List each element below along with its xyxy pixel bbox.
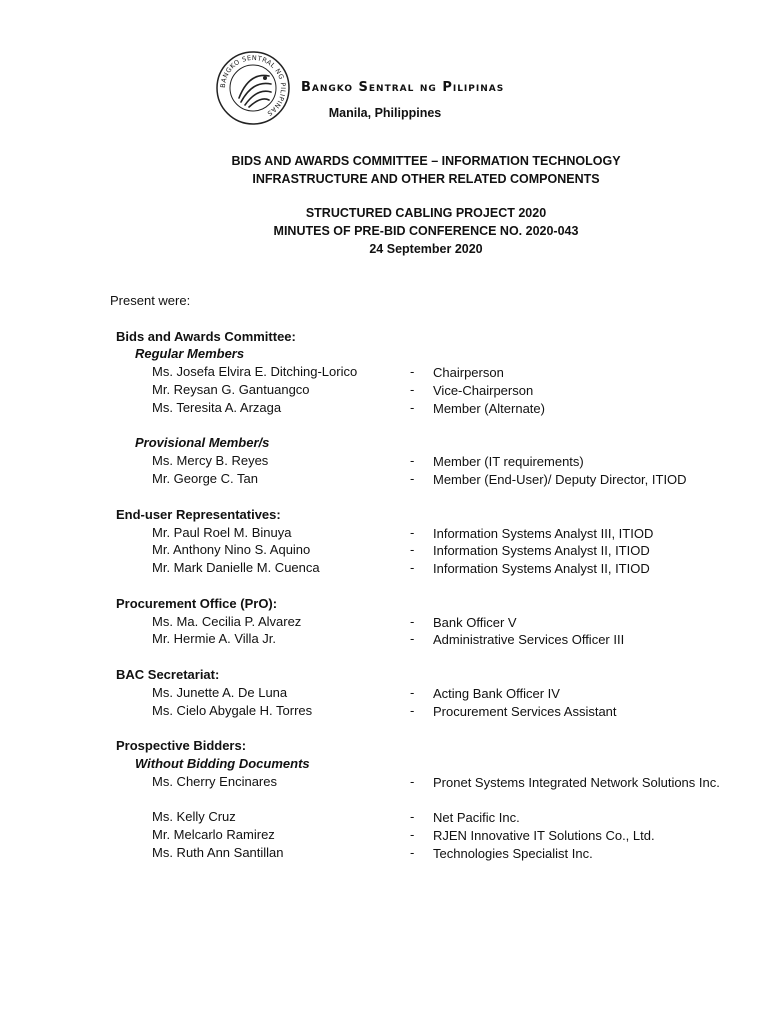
separator-dash: -	[410, 809, 415, 824]
section-title-end-user: End-user Representatives:	[116, 507, 281, 522]
section-title-bac: Bids and Awards Committee:	[116, 329, 296, 344]
separator-dash: -	[410, 703, 415, 718]
attendee-role: Member (IT requirements)	[433, 454, 584, 469]
attendee-row	[0, 400, 770, 418]
attendee-role: Administrative Services Officer III	[433, 632, 625, 647]
separator-dash: -	[410, 774, 415, 789]
attendee-role: Net Pacific Inc.	[433, 810, 520, 825]
attendee-row	[0, 703, 770, 721]
attendee-name: Mr. Anthony Nino S. Aquino	[152, 542, 311, 557]
attendee-name: Mr. Melcarlo Ramirez	[152, 827, 275, 842]
committee-title-line2: INFRASTRUCTURE AND OTHER RELATED COMPONENTS	[252, 172, 600, 186]
attendee-row	[0, 525, 770, 543]
section-title-secretariat: BAC Secretariat:	[116, 667, 220, 682]
project-title	[0, 204, 770, 258]
attendee-row	[0, 845, 770, 863]
attendee-row	[0, 827, 770, 845]
svg-text:BANGKO SENTRAL NG PILIPINAS: BANGKO SENTRAL NG PILIPINAS	[218, 53, 288, 118]
section-title-bidders: Prospective Bidders:	[116, 738, 247, 753]
attendee-name: Ms. Teresita A. Arzaga	[152, 400, 282, 415]
attendee-row	[0, 542, 770, 560]
attendee-name: Mr. Hermie A. Villa Jr.	[152, 631, 277, 646]
minutes-title: MINUTES OF PRE-BID CONFERENCE NO. 2020-043	[273, 224, 579, 238]
separator-dash: -	[410, 845, 415, 860]
subsection-regular-members: Regular Members	[135, 346, 245, 361]
bank-name: Bangko Sentral ng Pilipinas	[301, 80, 505, 95]
attendee-row	[0, 364, 770, 382]
attendee-name: Mr. Paul Roel M. Binuya	[152, 525, 292, 540]
attendee-name: Mr. Mark Danielle M. Cuenca	[152, 560, 320, 575]
section-title-procurement: Procurement Office (PrO):	[116, 596, 278, 611]
attendee-role: Procurement Services Assistant	[433, 704, 617, 719]
separator-dash: -	[410, 631, 415, 646]
attendee-name: Mr. Reysan G. Gantuangco	[152, 382, 310, 397]
separator-dash: -	[410, 614, 415, 629]
attendee-name: Ms. Junette A. De Luna	[152, 685, 288, 700]
attendee-row	[0, 631, 770, 649]
attendee-role: Information Systems Analyst II, ITIOD	[433, 561, 650, 576]
attendee-role: Technologies Specialist Inc.	[433, 846, 593, 861]
attendee-role: Member (End-User)/ Deputy Director, ITIOD	[433, 472, 687, 487]
separator-dash: -	[410, 560, 415, 575]
separator-dash: -	[410, 364, 415, 379]
attendee-role: Acting Bank Officer IV	[433, 686, 560, 701]
separator-dash: -	[410, 525, 415, 540]
attendee-name: Ms. Ma. Cecilia P. Alvarez	[152, 614, 302, 629]
subsection-without-bidding-documents: Without Bidding Documents	[135, 756, 310, 771]
separator-dash: -	[410, 400, 415, 415]
attendee-role: Member (Alternate)	[433, 401, 545, 416]
committee-title-line1: BIDS AND AWARDS COMMITTEE – INFORMATION TECHNOLOGY	[231, 154, 621, 168]
attendee-name: Ms. Josefa Elvira E. Ditching-Lorico	[152, 364, 358, 379]
attendee-row	[0, 614, 770, 632]
separator-dash: -	[410, 542, 415, 557]
attendee-row	[0, 560, 770, 578]
attendee-row	[0, 809, 770, 827]
attendee-name: Ms. Cherry Encinares	[152, 774, 277, 789]
separator-dash: -	[410, 471, 415, 486]
attendee-role: Vice-Chairperson	[433, 383, 534, 398]
attendee-name: Ms. Cielo Abygale H. Torres	[152, 703, 313, 718]
attendee-role: Bank Officer V	[433, 615, 517, 630]
present-label: Present were:	[110, 293, 191, 308]
attendee-role: Pronet Systems Integrated Network Solutions Inc.	[433, 775, 720, 790]
attendee-row	[0, 471, 770, 489]
attendee-row	[0, 774, 770, 792]
attendee-name: Ms. Ruth Ann Santillan	[152, 845, 284, 860]
location-line: Manila, Philippines	[328, 106, 442, 120]
attendee-name: Mr. George C. Tan	[152, 471, 258, 486]
attendee-name: Ms. Mercy B. Reyes	[152, 453, 269, 468]
separator-dash: -	[410, 453, 415, 468]
committee-title	[0, 152, 770, 188]
attendee-role: Information Systems Analyst III, ITIOD	[433, 526, 654, 541]
attendee-row	[0, 685, 770, 703]
attendee-role: Chairperson	[433, 365, 504, 380]
separator-dash: -	[410, 685, 415, 700]
attendee-role: RJEN Innovative IT Solutions Co., Ltd.	[433, 828, 655, 843]
attendee-row	[0, 453, 770, 471]
attendee-row	[0, 382, 770, 400]
project-name: STRUCTURED CABLING PROJECT 2020	[305, 206, 547, 220]
separator-dash: -	[410, 827, 415, 842]
conference-date: 24 September 2020	[369, 242, 483, 256]
attendee-role: Information Systems Analyst II, ITIOD	[433, 543, 650, 558]
attendee-name: Ms. Kelly Cruz	[152, 809, 236, 824]
subsection-provisional-members: Provisional Member/s	[135, 435, 270, 450]
separator-dash: -	[410, 382, 415, 397]
